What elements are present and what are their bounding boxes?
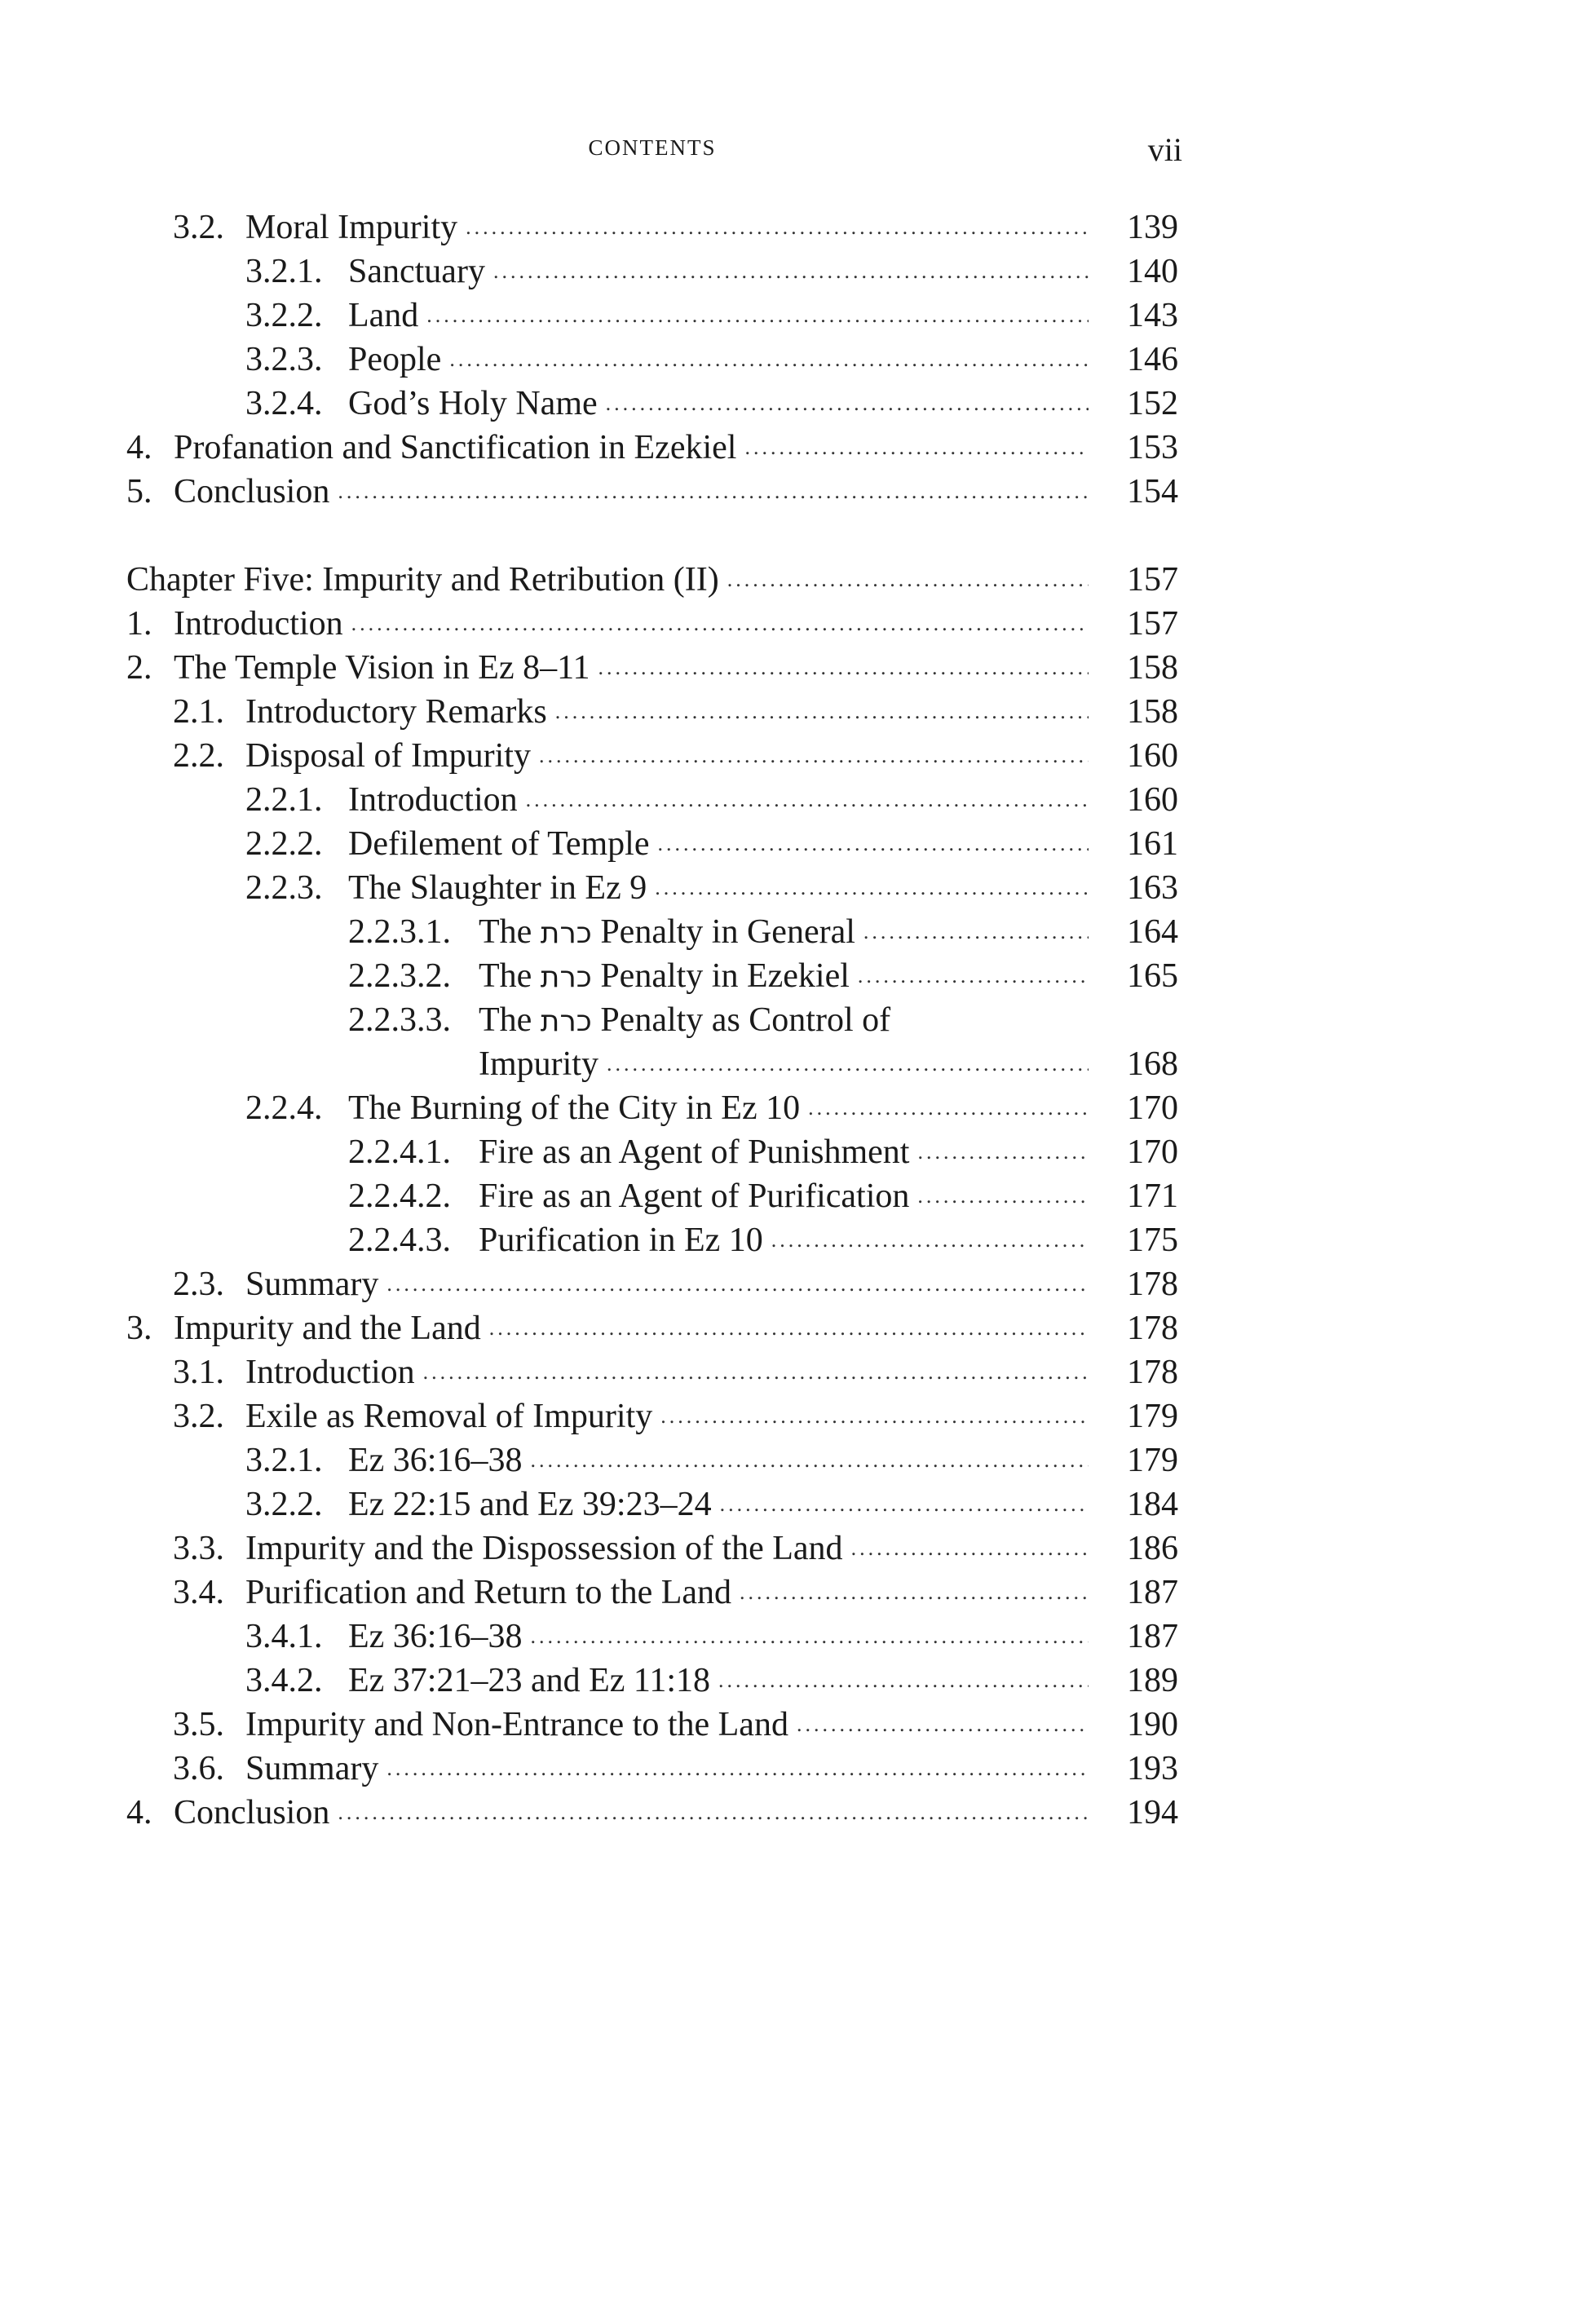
dot-leader bbox=[858, 954, 1089, 1000]
entry-page: 193 bbox=[1127, 1750, 1178, 1787]
dot-leader bbox=[530, 1438, 1089, 1482]
entry-number: 2.2.4.1. bbox=[348, 1133, 451, 1171]
entry-title: Impurity and the Dispossession of the Land bbox=[245, 1530, 843, 1567]
entry-title: Sanctuary bbox=[348, 253, 485, 290]
entry-number: 3.2.3. bbox=[245, 341, 323, 378]
dot-leader bbox=[655, 866, 1089, 910]
dot-leader bbox=[606, 382, 1089, 426]
dot-leader bbox=[727, 558, 1089, 602]
entry-number: 3.2.2. bbox=[245, 297, 323, 334]
dot-leader bbox=[386, 1747, 1089, 1791]
entry-title: Purification and Return to the Land bbox=[245, 1574, 732, 1611]
dot-leader bbox=[718, 1659, 1089, 1703]
hebrew-term: כרת bbox=[540, 917, 592, 950]
toc-entry bbox=[126, 1218, 1178, 1262]
entry-title: The Slaughter in Ez 9 bbox=[348, 869, 647, 907]
entry-title: Moral Impurity bbox=[245, 209, 458, 246]
toc-entry bbox=[126, 1659, 1178, 1703]
entry-number: 2.2.2. bbox=[245, 825, 323, 863]
entry-number: 2.2. bbox=[173, 737, 224, 775]
entry-title: People bbox=[348, 341, 442, 378]
dot-leader bbox=[863, 910, 1089, 956]
page-number: vii bbox=[1147, 131, 1182, 168]
entry-page: 140 bbox=[1127, 253, 1178, 290]
table-of-contents bbox=[126, 205, 1178, 1835]
entry-title: Summary bbox=[245, 1266, 379, 1303]
dot-leader bbox=[744, 426, 1089, 470]
dot-leader bbox=[466, 205, 1089, 250]
entry-page: 165 bbox=[1127, 957, 1178, 995]
entry-number: 3.2.2. bbox=[245, 1486, 323, 1523]
dot-leader bbox=[493, 250, 1089, 294]
running-head bbox=[122, 130, 1182, 168]
entry-page: 160 bbox=[1127, 781, 1178, 819]
entry-page: 157 bbox=[1127, 605, 1178, 643]
entry-number: 2.3. bbox=[173, 1266, 224, 1303]
dot-leader bbox=[808, 1086, 1089, 1130]
entry-number: 3.2.4. bbox=[245, 385, 323, 422]
entry-title bbox=[479, 998, 899, 1044]
entry-page: 168 bbox=[1127, 1045, 1178, 1083]
title-prefix: The bbox=[479, 957, 532, 995]
entry-number: 3.2.1. bbox=[245, 1442, 323, 1479]
dot-leader bbox=[917, 1174, 1089, 1218]
entry-page: 139 bbox=[1127, 209, 1178, 246]
entry-page: 178 bbox=[1127, 1354, 1178, 1391]
entry-title: Ez 37:21–23 and Ez 11:18 bbox=[348, 1662, 711, 1699]
dot-leader bbox=[607, 1042, 1089, 1086]
entry-page: 186 bbox=[1127, 1530, 1178, 1567]
entry-title: Conclusion bbox=[174, 1794, 330, 1831]
entry-title: Summary bbox=[245, 1750, 379, 1787]
entry-title: Land bbox=[348, 297, 419, 334]
dot-leader bbox=[851, 1527, 1089, 1571]
dot-leader bbox=[771, 1218, 1089, 1262]
entry-number: 1. bbox=[126, 605, 152, 643]
toc-entry bbox=[126, 866, 1178, 910]
hebrew-term: כרת bbox=[540, 1005, 592, 1038]
entry-page: 158 bbox=[1127, 649, 1178, 687]
entry-page: 161 bbox=[1127, 825, 1178, 863]
entry-page: 152 bbox=[1127, 385, 1178, 422]
entry-number: 4. bbox=[126, 1794, 152, 1831]
toc-entry bbox=[126, 1086, 1178, 1130]
dot-leader bbox=[338, 470, 1089, 514]
toc-entry bbox=[126, 1571, 1178, 1615]
toc-entry bbox=[126, 1306, 1178, 1350]
entry-title: Fire as an Agent of Purification bbox=[479, 1177, 910, 1215]
entry-title: God’s Holy Name bbox=[348, 385, 598, 422]
chapter-heading bbox=[126, 558, 1178, 602]
dot-leader bbox=[740, 1571, 1089, 1615]
entry-title: Impurity and Non-Entrance to the Land bbox=[245, 1706, 788, 1743]
dot-leader bbox=[660, 1394, 1089, 1438]
entry-page: 160 bbox=[1127, 737, 1178, 775]
entry-number: 2.2.3. bbox=[245, 869, 323, 907]
toc-entry bbox=[126, 1174, 1178, 1218]
entry-title bbox=[479, 910, 863, 956]
entry-title: Disposal of Impurity bbox=[245, 737, 531, 775]
toc-entry bbox=[126, 690, 1178, 734]
entry-page: 190 bbox=[1127, 1706, 1178, 1743]
dot-leader bbox=[598, 646, 1089, 690]
entry-page: 164 bbox=[1127, 913, 1178, 951]
entry-title: Ez 36:16–38 bbox=[348, 1442, 523, 1479]
dot-leader bbox=[386, 1262, 1089, 1306]
toc-entry bbox=[126, 1350, 1178, 1394]
entry-number: 3.6. bbox=[173, 1750, 224, 1787]
entry-title bbox=[479, 954, 858, 1000]
title-prefix: The bbox=[479, 1001, 532, 1039]
dot-leader bbox=[526, 778, 1089, 822]
toc-entry bbox=[126, 734, 1178, 778]
entry-page: 187 bbox=[1127, 1574, 1178, 1611]
entry-title: Conclusion bbox=[174, 473, 330, 510]
toc-entry bbox=[126, 1394, 1178, 1438]
dot-leader bbox=[555, 690, 1089, 734]
toc-entry bbox=[126, 1527, 1178, 1571]
toc-entry bbox=[126, 1482, 1178, 1527]
entry-title: Purification in Ez 10 bbox=[479, 1222, 763, 1259]
dot-leader bbox=[426, 294, 1089, 338]
toc-entry bbox=[126, 1438, 1178, 1482]
entry-number: 3.2.1. bbox=[245, 253, 323, 290]
dot-leader bbox=[797, 1703, 1089, 1747]
toc-entry bbox=[126, 1615, 1178, 1659]
entry-page: 175 bbox=[1127, 1222, 1178, 1259]
entry-number: 5. bbox=[126, 473, 152, 510]
entry-page: 163 bbox=[1127, 869, 1178, 907]
toc-entry bbox=[126, 822, 1178, 866]
dot-leader bbox=[658, 822, 1089, 866]
entry-number: 2.2.4.2. bbox=[348, 1177, 451, 1215]
entry-number: 3.4. bbox=[173, 1574, 224, 1611]
dot-leader bbox=[351, 602, 1089, 646]
entry-page: 178 bbox=[1127, 1266, 1178, 1303]
entry-number: 2.2.3.1. bbox=[348, 913, 451, 951]
dot-leader bbox=[539, 734, 1089, 778]
dot-leader bbox=[423, 1350, 1089, 1394]
toc-entry-continuation bbox=[126, 1042, 1178, 1086]
entry-title: Introduction bbox=[348, 781, 518, 819]
entry-number: 4. bbox=[126, 429, 152, 466]
entry-number: 2.2.4.3. bbox=[348, 1222, 451, 1259]
toc-entry bbox=[126, 294, 1178, 338]
entry-title: Impurity and the Land bbox=[174, 1310, 481, 1347]
entry-number: 3.1. bbox=[173, 1354, 224, 1391]
toc-entry bbox=[126, 1262, 1178, 1306]
entry-number: 2.2.4. bbox=[245, 1089, 323, 1127]
entry-page: 171 bbox=[1127, 1177, 1178, 1215]
entry-number: 3. bbox=[126, 1310, 152, 1347]
entry-number: 2.2.3.3. bbox=[348, 1001, 451, 1039]
entry-title: Introductory Remarks bbox=[245, 693, 547, 731]
title-suffix: Penalty in Ezekiel bbox=[600, 957, 850, 995]
title-suffix: Penalty as Control of bbox=[600, 1001, 891, 1039]
entry-title: Defilement of Temple bbox=[348, 825, 650, 863]
entry-title: The Temple Vision in Ez 8–11 bbox=[174, 649, 590, 687]
entry-number: 3.3. bbox=[173, 1530, 224, 1567]
entry-number: 3.4.2. bbox=[245, 1662, 323, 1699]
toc-entry bbox=[126, 250, 1178, 294]
entry-page: 170 bbox=[1127, 1133, 1178, 1171]
entry-title: Introduction bbox=[245, 1354, 415, 1391]
entry-title: Introduction bbox=[174, 605, 343, 643]
entry-page: 154 bbox=[1127, 473, 1178, 510]
toc-entry bbox=[126, 1703, 1178, 1747]
toc-entry bbox=[126, 382, 1178, 426]
toc-entry bbox=[126, 205, 1178, 250]
entry-page: 187 bbox=[1127, 1618, 1178, 1655]
toc-entry bbox=[126, 1791, 1178, 1835]
entry-page: 179 bbox=[1127, 1398, 1178, 1435]
toc-entry bbox=[126, 646, 1178, 690]
toc-entry bbox=[126, 910, 1178, 954]
entry-number: 2.2.1. bbox=[245, 781, 323, 819]
entry-title: Exile as Removal of Impurity bbox=[245, 1398, 653, 1435]
entry-title: Fire as an Agent of Punishment bbox=[479, 1133, 910, 1171]
dot-leader bbox=[338, 1791, 1089, 1835]
dot-leader bbox=[449, 338, 1089, 382]
entry-title: Profanation and Sanctification in Ezekiel bbox=[174, 429, 737, 466]
toc-entry bbox=[126, 778, 1178, 822]
toc-entry bbox=[126, 998, 1178, 1042]
entry-page: 189 bbox=[1127, 1662, 1178, 1699]
entry-page: 184 bbox=[1127, 1486, 1178, 1523]
entry-number: 3.2. bbox=[173, 1398, 224, 1435]
entry-title: The Burning of the City in Ez 10 bbox=[348, 1089, 801, 1127]
entry-number: 2. bbox=[126, 649, 152, 687]
entry-page: 194 bbox=[1127, 1794, 1178, 1831]
entry-page: 178 bbox=[1127, 1310, 1178, 1347]
dot-leader bbox=[530, 1615, 1089, 1659]
toc-entry bbox=[126, 1747, 1178, 1791]
running-title: CONTENTS bbox=[588, 135, 717, 160]
hebrew-term: כרת bbox=[540, 961, 592, 994]
entry-number: 3.4.1. bbox=[245, 1618, 323, 1655]
entry-title: Ez 22:15 and Ez 39:23–24 bbox=[348, 1486, 712, 1523]
title-prefix: The bbox=[479, 913, 532, 951]
entry-title: Impurity bbox=[479, 1045, 598, 1083]
entry-page: 153 bbox=[1127, 429, 1178, 466]
entry-page: 143 bbox=[1127, 297, 1178, 334]
chapter-title: Chapter Five: Impurity and Retribution (II) bbox=[126, 561, 719, 599]
entry-number: 2.1. bbox=[173, 693, 224, 731]
toc-entry bbox=[126, 470, 1178, 514]
entry-page: 158 bbox=[1127, 693, 1178, 731]
toc-entry bbox=[126, 1130, 1178, 1174]
entry-number: 3.5. bbox=[173, 1706, 224, 1743]
dot-leader bbox=[917, 1130, 1089, 1174]
entry-page: 170 bbox=[1127, 1089, 1178, 1127]
title-suffix: Penalty in General bbox=[600, 913, 855, 951]
entry-title: Ez 36:16–38 bbox=[348, 1618, 523, 1655]
toc-entry bbox=[126, 338, 1178, 382]
entry-page: 157 bbox=[1127, 561, 1178, 599]
dot-leader bbox=[720, 1482, 1089, 1527]
entry-page: 146 bbox=[1127, 341, 1178, 378]
entry-number: 3.2. bbox=[173, 209, 224, 246]
toc-entry bbox=[126, 602, 1178, 646]
entry-number: 2.2.3.2. bbox=[348, 957, 451, 995]
toc-entry bbox=[126, 426, 1178, 470]
entry-page: 179 bbox=[1127, 1442, 1178, 1479]
toc-entry bbox=[126, 954, 1178, 998]
dot-leader bbox=[489, 1306, 1089, 1350]
